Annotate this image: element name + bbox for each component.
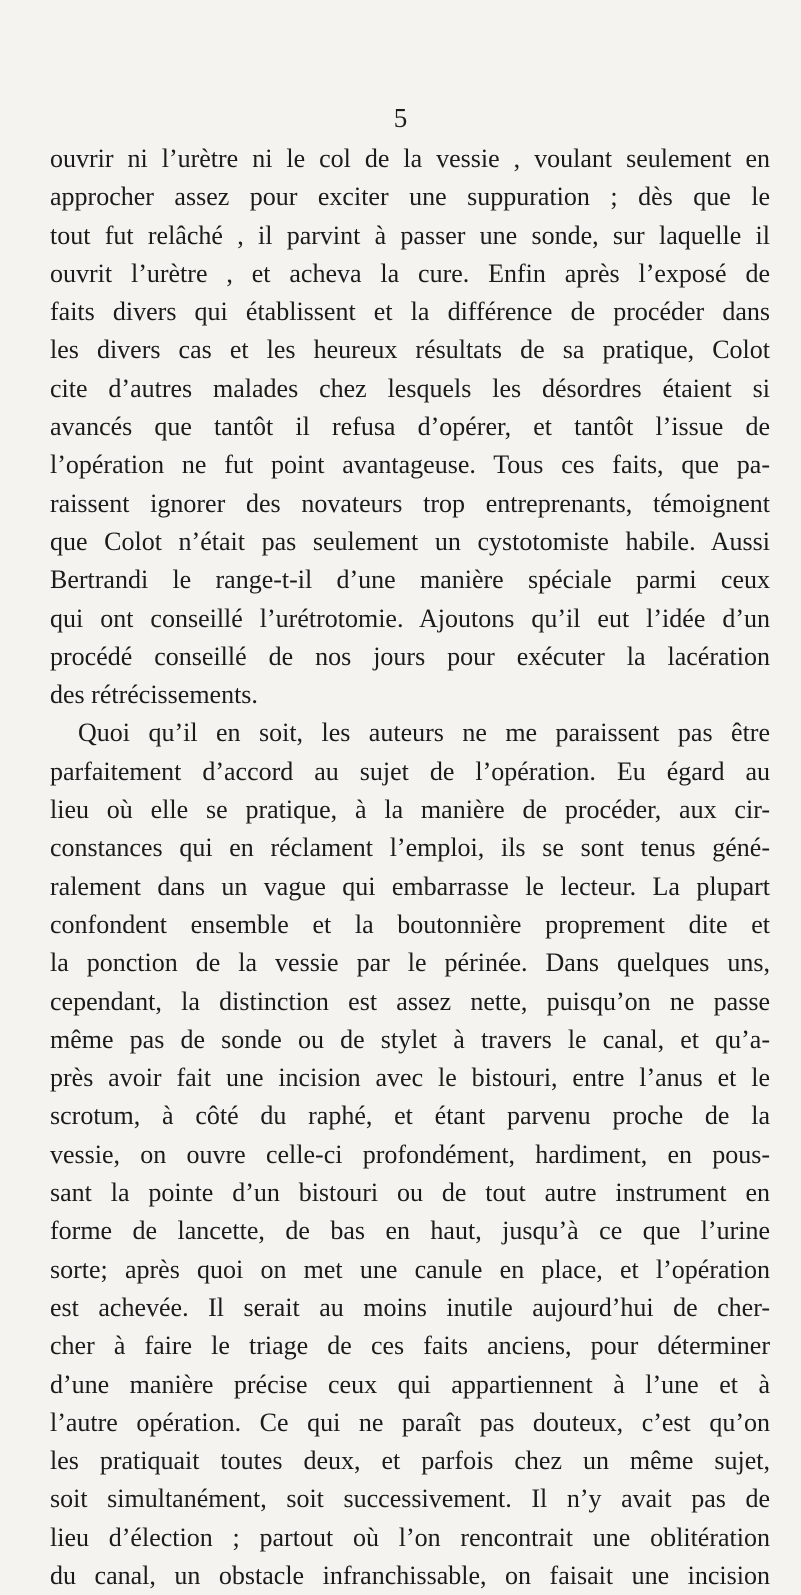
text-line: d’une manière précise ceux qui appartiennent à l’une et à <box>50 1369 770 1399</box>
paragraph <box>50 714 770 1595</box>
text-line: cependant, la distinction est assez nette, puisqu’on ne passe <box>50 986 770 1016</box>
text-line: scrotum, à côté du raphé, et étant parvenu proche de la <box>50 1101 770 1131</box>
text-line: qui ont conseillé l’urétrotomie. Ajoutons qu’il eut l’idée d’un <box>50 603 770 633</box>
text-line: des rétrécissements. <box>50 680 258 710</box>
text-line: la ponction de la vessie par le périnée. Dans quelques uns, <box>50 948 770 978</box>
text-line: sorte; après quoi on met une canule en place, et l’opération <box>50 1254 770 1284</box>
text-line: procédé conseillé de nos jours pour exécuter la lacération <box>50 641 770 671</box>
body-text <box>50 140 770 1595</box>
text-line: raissent ignorer des novateurs trop entreprenants, témoignent <box>50 488 770 518</box>
text-line: ouvrir ni l’urètre ni le col de la vessie , voulant seulement en <box>50 144 770 173</box>
text-line: l’autre opération. Ce qui ne paraît pas douteux, c’est qu’on <box>50 1407 770 1437</box>
text-line: faits divers qui établissent et la différence de procéder dans <box>50 297 770 327</box>
text-line: cite d’autres malades chez lesquels les désordres étaient si <box>50 373 770 403</box>
paragraph <box>50 140 770 714</box>
text-line: forme de lancette, de bas en haut, jusqu’à ce que l’urine <box>50 1216 770 1246</box>
text-line: lieu où elle se pratique, à la manière de procéder, aux cir- <box>50 795 770 825</box>
text-line: parfaitement d’accord au sujet de l’opération. Eu égard au <box>50 756 770 786</box>
text-line: près avoir fait une incision avec le bistouri, entre l’anus et le <box>50 1063 770 1093</box>
text-line: Quoi qu’il en soit, les auteurs ne me paraissent pas être <box>78 718 770 748</box>
text-line: approcher assez pour exciter une suppuration ; dès que le <box>50 182 770 212</box>
text-line: même pas de sonde ou de stylet à travers le canal, et qu’a- <box>50 1024 770 1054</box>
text-line: sant la pointe d’un bistouri ou de tout autre instrument en <box>50 1178 770 1208</box>
text-line: cher à faire le triage de ces faits anciens, pour déterminer <box>50 1331 770 1361</box>
text-line: ouvrit l’urètre , et acheva la cure. Enfin après l’exposé de <box>50 258 770 288</box>
text-line: les divers cas et les heureux résultats de sa pratique, Colot <box>50 335 770 365</box>
text-line: Bertrandi le range-t-il d’une manière spéciale parmi ceux <box>50 565 770 595</box>
text-line: l’opération ne fut point avantageuse. Tous ces faits, que pa- <box>50 450 770 480</box>
text-line: du canal, un obstacle infranchissable, on faisait une incision <box>50 1560 770 1590</box>
text-line: ralement dans un vague qui embarrasse le lecteur. La plupart <box>50 871 770 901</box>
text-line: constances qui en réclament l’emploi, ils se sont tenus géné- <box>50 833 770 863</box>
text-line: soit simultanément, soit successivement. Il n’y avait pas de <box>50 1484 770 1514</box>
text-line: que Colot n’était pas seulement un cystotomiste habile. Aussi <box>50 526 770 556</box>
text-line: est achevée. Il serait au moins inutile aujourd’hui de cher- <box>50 1292 770 1322</box>
text-line: vessie, on ouvre celle-ci profondément, hardiment, en pous- <box>50 1139 770 1169</box>
text-line: tout fut relâché , il parvint à passer une sonde, sur laquelle il <box>50 220 770 250</box>
page-number: 5 <box>393 103 408 133</box>
text-line: avancés que tantôt il refusa d’opérer, et tantôt l’issue de <box>50 412 770 442</box>
text-line: lieu d’élection ; partout où l’on rencontrait une oblitération <box>50 1522 770 1552</box>
text-line: confondent ensemble et la boutonnière proprement dite et <box>50 909 770 939</box>
text-line: les pratiquait toutes deux, et parfois chez un même sujet, <box>50 1446 770 1476</box>
